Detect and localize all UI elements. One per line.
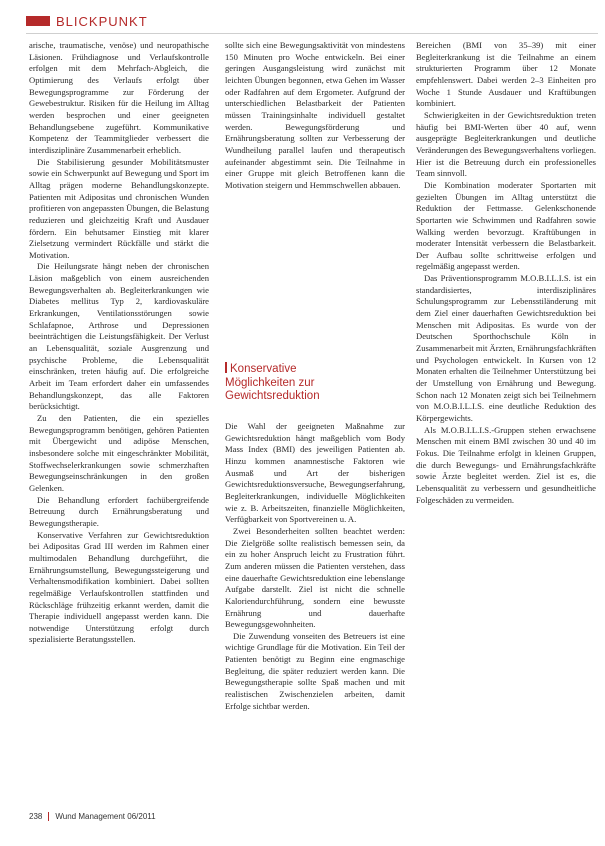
column-1-paragraph: Die Stabilisierung gesunder Mobilitätsmuster sowie ein Schwerpunkt auf Bewegung und Sport im Alltag prägen moderne Behandlungskonzepte. Patienten mit Adipositas und chronischen Wunden profitieren von angepassten Übungen, die Belastung reduzieren und gleichzeitig Kraft und Ausdauer fördern. Ein behutsamer Einstieg mit klarer Zielsetzung vermindert Rückfälle und stärkt die Motivation. (29, 156, 209, 260)
section-subheading (225, 362, 405, 404)
column-3-paragraph: Als M.O.B.I.L.I.S.-Gruppen stehen erwachsene Menschen mit einem BMI zwischen 30 und 40 im Fokus. Die Teilnahme erfolgt in kleinen Gruppen, die durch Bewegungs- und Ernährungsfachkräfte sowie Ärzte begleitet werden. Ziel ist es, die Lebensqualität zu verbessern und gesundheitliche Folgeschäden zu vermeiden. (416, 424, 596, 505)
page-number: 238 (29, 811, 43, 821)
column-1-paragraph: arische, traumatische, venöse) und neuropathische Läsionen. Frühdiagnose und Verlaufskontrolle erfolgen mit dem Mehrfach-Abgleich, die Optimierung des Verlaufs erfolgt über Bewegungsprogramme zur Förderung der Gewebestruktur. Risiken für die Heilung im Alltag werden besprochen und einer geeigneten Behandlungsebene zugeführt. Kommunikative Kompetenz der Teammitglieder verbessert die interdisziplinäre Zusammenarbeit erheblich. (29, 40, 209, 155)
section-header (26, 11, 148, 31)
column-3 (416, 40, 596, 506)
publication-name: Wund Management 06/2011 (55, 811, 156, 821)
section-color-bar (26, 16, 50, 26)
column-3-paragraph: Das Präventionsprogramm M.O.B.I.L.I.S. ist ein standardisiertes, interdisziplinäres Schulungsprogramm zur Lebensstiländerung mit dem Ziel einer dauerhaften Gewichtsreduktion bei Menschen mit Adipositas. Es wurde von der Deutschen Sporthochschule Köln in Zusammenarbeit mit Ärzten, Ernährungsfachkräften und Psychologen entwickelt. In Kursen von 12 Monaten erhalten die Teilnehmer Unterstützung bei der Umstellung von Ernährung und Bewegung. Schon nach 12 Monaten zeigt sich bei Teilnehmern von M.O.B.I.L.I.S. eine deutliche Reduktion des Körpergewichts. (416, 273, 596, 423)
column-1-paragraph: Zu den Patienten, die ein spezielles Bewegungsprogramm benötigen, gehören Patienten mit Übergewicht und adipöse Menschen, insbesondere solche mit eingeschränkter Mobilität, Stoffwechselerkrankungen sowie schmerzhaften Bewegungseinschränkungen in den großen Gelenken. (29, 413, 209, 493)
column-2-top (225, 40, 405, 192)
column-1-paragraph: Die Heilungsrate hängt neben der chronischen Läsion maßgeblich von einem ausreichenden Bewegungsverhalten ab. Begleiterkrankungen wie Diabetes mellitus Typ 2, kardiovaskuläre Erkrankungen, Ventilationsstörungen sowie Schlafapnoe, Arthrose und Depressionen beeinträchtigen die Leistungsfähigkeit. Der Verlust an Lebensqualität, soziale Ausgrenzung und psychische Probleme, die Lebensqualität einschränken, treten häufig auf. Die erfolgreiche Arbeit im Team erfordert daher ein umfassendes Behandlungskonzept, das alle Faktoren berücksichtigt. (29, 261, 209, 412)
footer-separator (48, 812, 49, 821)
page-footer (29, 810, 156, 822)
column-2-bottom (225, 421, 405, 712)
column-2-paragraph: Die Zuwendung vonseiten des Betreuers ist eine wichtige Grundlage für die Motivation. Ein Teil der Patienten benötigt zu Beginn eine engmaschige Begleitung, die später reduziert werden kann. Die Bewegungstherapie sollte Spaß machen und mit realistischen Zwischenzielen arbeiten, damit Erfolge sichtbar werden. (225, 630, 405, 711)
column-3-paragraph: Die Kombination moderater Sportarten mit gezielten Übungen im Alltag unterstützt die Reduktion der Fettmasse. Gelenkschonende Sportarten wie Schwimmen und Radfahren sowie Walking werden bevorzugt. Kraftübungen in moderater Intensität verbessern die Belastbarkeit. Der Aufbau sollte schrittweise erfolgen und regelmäßig angepasst werden. (416, 179, 596, 272)
section-title: BLICKPUNKT (56, 13, 148, 29)
column-2-paragraph: Zwei Besonderheiten sollten beachtet werden: Die Zielgröße sollte realistisch bemessen sein, da ein zu hoher Anspruch leicht zu Frustration führt. Zum anderen müssen die Patienten verstehen, dass eine dauerhafte Gewichtsreduktion eine lebenslange Aufgabe darstellt. Ziel ist nicht die schnelle Kaloriendurchführung, sondern eine bewusste Ernährung und dauerhafte Bewegungsgewohnheiten. (225, 525, 405, 630)
column-1 (29, 40, 209, 646)
column-3-paragraph: Bereichen (BMI von 35–39) mit einer Begleiterkrankung ist die Teilnahme an einem strukturierten Programm über 12 Monate empfehlenswert. Dabei werden 2–3 Einheiten pro Woche 1 Stunde Ausdauer und Kraftübungen kombiniert. (416, 40, 596, 109)
header-divider (26, 33, 598, 34)
subheading-line: Konservative (230, 363, 297, 375)
subheading-accent-bar (225, 362, 227, 373)
column-1-paragraph: Die Behandlung erfordert fachübergreifende Betreuung durch Ernährungsberatung und Bewegungstherapie. (29, 494, 209, 528)
column-1-paragraph: Konservative Verfahren zur Gewichtsreduktion bei Adipositas Grad III werden im Rahmen einer multimodalen Behandlung durchgeführt, die Ernährungsumstellung, Bewegungssteigerung und Verhaltensmodifikation kombiniert. Dabei sollten regelmäßige Verlaufskontrollen stattfinden und Rückschläge frühzeitig erkannt werden, damit die Therapie individuell angepasst werden kann. Die notwendige Unterstützung erfolgt durch spezialisierte Beratungsstellen. (29, 529, 209, 645)
column-2-paragraph: Die Wahl der geeigneten Maßnahme zur Gewichtsreduktion hängt maßgeblich vom Body Mass Index (BMI) des jeweiligen Patienten ab. Hinzu kommen anamnestische Faktoren wie Ausmaß und Art der bisherigen Gewichtsreduktionsversuche, Bewegungserfahrung, Begleiterkrankungen, individuelle Möglichkeiten wie z. B. Arbeitszeiten, finanzielle Möglichkeiten, Verfügbarkeit von Sportvereinen u. A. (225, 421, 405, 525)
subheading-line: Möglichkeiten zur (225, 376, 315, 389)
column-2-paragraph: sollte sich eine Bewegungsaktivität von mindestens 150 Minuten pro Woche entwickeln. Bei einer geringen Ausgangsleistung wird zunächst mit leichten Übungen begonnen, etwa Gehen im Wasser oder Radfahren auf dem Ergometer. Aufgrund der unterschiedlichen Belastbarkeit der Patienten müssen Trainingsinhalte individuell gestaltet werden. Bewegungsförderung und Ernährungsberatung sollten zur Verbesserung der Wundheilung parallel laufen und therapeutisch aufeinander abgestimmt sein. Die Teilnahme in einer Gruppe mit gleich Betroffenen kann die Motivation steigern und Hemmschwellen abbauen. (225, 40, 405, 190)
subheading-line: Gewichtsreduktion (225, 390, 320, 402)
column-3-paragraph: Schwierigkeiten in der Gewichtsreduktion treten häufig bei BMI-Werten über 40 auf, wenn ausgeprägte Begleiterkrankungen und deutliche Veränderungen des Bewegungsverhaltens vorliegen. Hier ist die Betreuung durch ein professionelles Team sinnvoll. (416, 109, 596, 179)
